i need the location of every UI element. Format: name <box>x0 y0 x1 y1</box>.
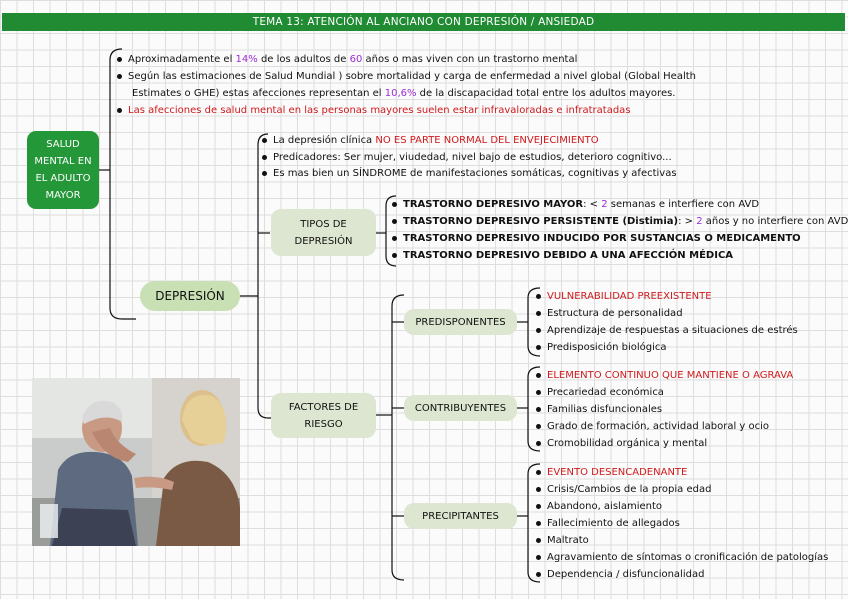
item-text: EVENTO DESENCADENANTE <box>547 467 688 478</box>
tipo-1 <box>392 198 759 211</box>
root-label: SALUD MENTAL EN EL ADULTO MAYOR <box>34 139 92 201</box>
precipitantes-label: PRECIPITANTES <box>422 510 499 522</box>
item-text: Dependencia / disfuncionalidad <box>547 569 705 580</box>
item-text: Precariedad económica <box>547 387 664 398</box>
tipo-2 <box>392 215 848 228</box>
tipo-text: : < <box>583 199 602 210</box>
depresion-point-1 <box>262 134 599 147</box>
bullet-dot <box>262 171 267 176</box>
tipo-highlight: 2 <box>696 216 703 227</box>
intro-text: de la discapacidad total entre los adultos mayores. <box>416 88 676 99</box>
intro-bullet-1 <box>117 53 577 66</box>
point-text: Predicadores: Ser mujer, viudedad, nivel bajo de estudios, deterioro cognitivo... <box>273 152 672 163</box>
depresion-label: DEPRESIÓN <box>155 288 225 303</box>
bullet-dot <box>262 155 267 160</box>
bullet-dot <box>262 138 267 143</box>
tipo-text: : > <box>678 216 697 227</box>
tipo-4 <box>392 249 733 262</box>
item-text: Familias disfuncionales <box>547 404 663 415</box>
tipo-name: TRASTORNO DEPRESIVO INDUCIDO POR SUSTANCIAS O MEDICAMENTO <box>403 233 801 244</box>
predisponentes-node <box>404 309 517 335</box>
bullet-dot <box>536 424 541 429</box>
tipo-name: TRASTORNO DEPRESIVO DEBIDO A UNA AFECCIÓN MÉDICA <box>403 250 734 261</box>
list-item <box>536 483 711 496</box>
bullet-dot <box>117 108 122 113</box>
bullet-dot <box>536 373 541 378</box>
depresion-node <box>140 281 240 311</box>
list-item <box>536 534 589 547</box>
bullet-dot <box>392 202 397 207</box>
bullet-dot <box>392 236 397 241</box>
bullet-dot <box>536 470 541 475</box>
item-text: Agravamiento de síntomas o cronificación de patologías <box>547 552 829 563</box>
intro-highlight: 60 <box>349 54 363 65</box>
item-text: Estructura de personalidad <box>547 308 683 319</box>
list-item <box>536 324 798 337</box>
tipos-label: TIPOS DE DEPRESIÓN <box>294 218 353 247</box>
item-text: Fallecimiento de allegados <box>547 518 680 529</box>
list-item <box>536 437 707 450</box>
point-text: Es mas bien un SÍNDROME de manifestaciones somáticas, cognitivas y afectivas <box>273 168 677 179</box>
predisponentes-label: PREDISPONENTES <box>415 316 506 328</box>
bullet-dot <box>536 407 541 412</box>
precipitantes-node <box>404 503 517 529</box>
photo-illustration <box>32 378 240 546</box>
contribuyentes-label: CONTRIBUYENTES <box>414 402 507 414</box>
contribuyentes-node <box>404 395 517 421</box>
item-text: Crisis/Cambios de la propia edad <box>547 484 712 495</box>
depresion-point-3 <box>262 167 677 180</box>
bullet-dot <box>117 74 122 79</box>
bullet-dot <box>536 390 541 395</box>
item-text: Maltrato <box>547 535 589 546</box>
intro-bullet-2 <box>117 70 696 83</box>
list-item <box>536 500 662 513</box>
item-text: Abandono, aislamiento <box>547 501 663 512</box>
list-item <box>536 386 664 399</box>
tipo-name: TRASTORNO DEPRESIVO PERSISTENTE (Distimia) <box>403 216 679 227</box>
tipo-text: años y no interfiere con AVD <box>702 216 848 227</box>
bullet-dot <box>392 219 397 224</box>
list-item <box>536 517 680 530</box>
intro-text: de los adultos de <box>257 54 350 65</box>
bullet-dot <box>392 253 397 258</box>
bullet-dot <box>536 441 541 446</box>
list-item <box>536 290 712 303</box>
point-highlight: NO ES PARTE NORMAL DEL ENVEJECIMIENTO <box>375 135 599 146</box>
intro-text: Las afecciones de salud mental en las personas mayores suelen estar infravaloradas e infratratadas <box>128 105 631 116</box>
bullet-dot <box>536 538 541 543</box>
intro-text: Aproximadamente el <box>128 54 236 65</box>
bullet-dot <box>536 572 541 577</box>
bullet-dot <box>536 345 541 350</box>
list-item <box>536 568 704 581</box>
bullet-dot <box>536 555 541 560</box>
item-text: Predisposición biológica <box>547 342 667 353</box>
intro-bullet-2-cont <box>132 87 675 100</box>
item-text: Aprendizaje de respuestas a situaciones de estrés <box>547 325 798 336</box>
bullet-dot <box>117 57 122 62</box>
intro-bullet-3 <box>117 104 631 117</box>
tipo-text: semanas e interfiere con AVD <box>607 199 760 210</box>
list-item <box>536 341 667 354</box>
bullet-dot <box>536 311 541 316</box>
tipo-name: TRASTORNO DEPRESIVO MAYOR <box>403 199 584 210</box>
list-item <box>536 403 662 416</box>
elderly-man-photo <box>32 378 240 546</box>
item-text: ELEMENTO CONTINUO QUE MANTIENE O AGRAVA <box>547 370 794 381</box>
item-text: Cromobilidad orgánica y mental <box>547 438 708 449</box>
item-text: Grado de formación, actividad laboral y ocio <box>547 421 770 432</box>
tipo-3 <box>392 232 801 245</box>
intro-text: Según las estimaciones de Salud Mundial ) sobre mortalidad y carga de enfermedad a nivel global (Global Health <box>128 71 696 82</box>
list-item <box>536 551 828 564</box>
bullet-dot <box>536 521 541 526</box>
root-node <box>27 131 99 209</box>
bullet-dot <box>536 328 541 333</box>
intro-highlight: 14% <box>235 54 258 65</box>
list-item <box>536 369 793 382</box>
intro-highlight: 10,6% <box>384 88 417 99</box>
intro-text: años o mas viven con un trastorno mental <box>362 54 578 65</box>
list-item <box>536 307 683 320</box>
depresion-point-2 <box>262 151 672 164</box>
item-text: VULNERABILIDAD PREEXISTENTE <box>547 291 712 302</box>
intro-text: Estimates o GHE) estas afecciones representan el <box>132 88 385 99</box>
list-item <box>536 420 769 433</box>
bullet-dot <box>536 294 541 299</box>
factores-node <box>271 393 376 438</box>
bullet-dot <box>536 487 541 492</box>
list-item <box>536 466 687 479</box>
factores-label: FACTORES DE RIESGO <box>288 401 359 430</box>
page-title: TEMA 13: ATENCIÓN AL ANCIANO CON DEPRESIÓN / ANSIEDAD <box>252 16 595 28</box>
point-text: La depresión clínica <box>273 135 376 146</box>
bullet-dot <box>536 504 541 509</box>
tipo-highlight: 2 <box>601 199 608 210</box>
tipos-node <box>271 209 376 256</box>
